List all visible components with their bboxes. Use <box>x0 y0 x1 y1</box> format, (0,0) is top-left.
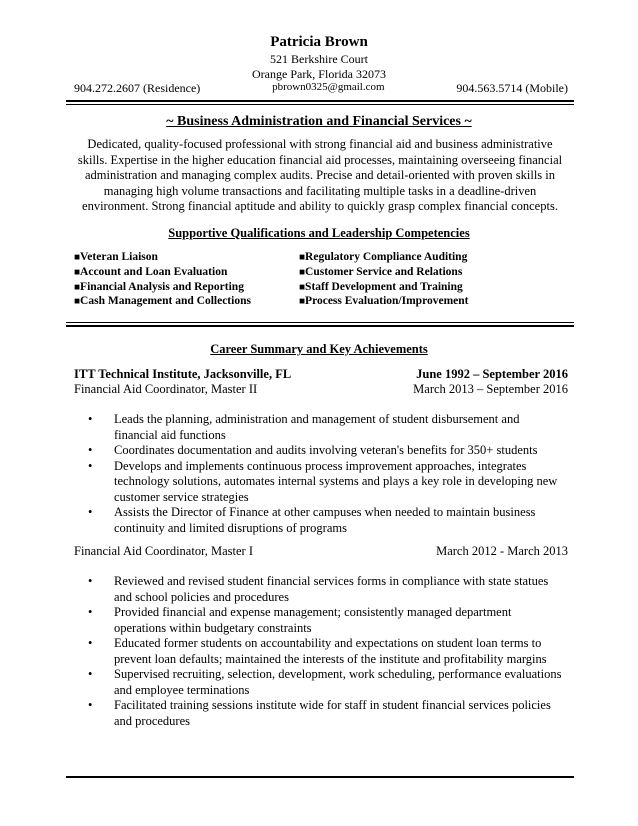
role-title: Financial Aid Coordinator, Master II <box>74 382 258 396</box>
section-rule-thick <box>66 325 574 327</box>
competency-item: ■Process Evaluation/Improvement <box>299 295 469 308</box>
competency-item: ■Cash Management and Collections <box>74 295 251 308</box>
headline: ~ Business Administration and Financial Services ~ <box>166 114 472 129</box>
competency-item: ■Financial Analysis and Reporting <box>74 280 244 293</box>
career-title: Career Summary and Key Achievements <box>210 342 428 356</box>
employer-dates: June 1992 – September 2016 <box>416 367 568 381</box>
square-bullet-icon: ■ <box>299 266 306 278</box>
role2-achievements <box>88 574 566 729</box>
role-title: Financial Aid Coordinator, Master I <box>74 544 253 558</box>
summary-line: Dedicated, quality-focused professional with strong financial aid and business administrative <box>87 137 553 151</box>
summary-line: environment. Strong financial aptitude and ability to quickly grasp complex financial concepts. <box>82 199 558 214</box>
header-rule-thin <box>66 104 574 105</box>
role-row <box>74 544 568 559</box>
phone-residence: 904.272.2607 (Residence) <box>74 81 201 95</box>
role-dates: March 2013 – September 2016 <box>413 382 568 396</box>
summary-line: administration and managing complex audits. Precise and detail-oriented with proven skills in <box>84 168 556 183</box>
list-item: • Educated former students on accountability and expectations on student loan terms to prevent loan defaults; maintained the interests of the institute and profitability margins <box>88 636 566 667</box>
candidate-name: Patricia Brown <box>270 34 368 50</box>
competency-item: ■Veteran Liaison <box>74 251 158 263</box>
phone-mobile: 904.563.5714 (Mobile) <box>456 81 568 95</box>
contact-row <box>74 81 568 96</box>
square-bullet-icon: ■ <box>299 281 306 293</box>
summary-line: skills. Expertise in the higher education financial aid processes, maintaining overseeing financial <box>77 152 563 167</box>
square-bullet-icon: ■ <box>299 252 306 263</box>
employer-row <box>74 367 568 382</box>
role-dates: March 2012 - March 2013 <box>436 544 568 558</box>
square-bullet-icon: ■ <box>74 281 81 293</box>
competencies-grid <box>74 251 568 309</box>
competency-item: ■Account and Loan Evaluation <box>74 265 228 278</box>
footer-rule <box>66 776 574 778</box>
square-bullet-icon: ■ <box>299 296 306 308</box>
list-item: • Supervised recruiting, selection, development, work scheduling, performance evaluations and employee terminations <box>88 667 566 698</box>
summary-line: managing high volume transactions and facilitating multiple tasks in a deadline-driven <box>103 183 537 198</box>
address-line-1: 521 Berkshire Court <box>270 52 368 66</box>
competency-item: ■Regulatory Compliance Auditing <box>299 251 468 263</box>
list-item: • Coordinates documentation and audits involving veteran's benefits for 350+ students <box>88 443 566 459</box>
role1-achievements <box>88 412 566 536</box>
competency-item: ■Staff Development and Training <box>299 280 463 293</box>
list-item: • Provided financial and expense management; consistently managed department operations within budgetary constraints <box>88 605 566 636</box>
list-item: • Develops and implements continuous process improvement approaches, integrates technology solutions, automates internal systems and plays a key role in developing new customer service strategies <box>88 459 566 506</box>
list-item: • Reviewed and revised student financial services forms in compliance with state statues and school policies and procedures <box>88 574 566 605</box>
email-address: pbrown0325@gmail.com <box>272 81 385 93</box>
professional-summary <box>66 137 574 215</box>
square-bullet-icon: ■ <box>74 296 81 308</box>
role-row <box>74 382 568 397</box>
competency-item: ■Customer Service and Relations <box>299 265 463 278</box>
competencies-title: Supportive Qualifications and Leadership Competencies <box>168 226 470 240</box>
square-bullet-icon: ■ <box>74 252 81 263</box>
list-item: • Facilitated training sessions institute wide for staff in student financial services policies and procedures <box>88 698 566 729</box>
section-rule-thin <box>66 322 574 323</box>
employer-name: ITT Technical Institute, Jacksonville, FL <box>74 367 292 381</box>
address-line-2: Orange Park, Florida 32073 <box>252 67 386 81</box>
list-item: • Assists the Director of Finance at other campuses when needed to maintain business continuity and limited disruptions of programs <box>88 505 566 536</box>
header-rule-thick <box>66 100 574 102</box>
list-item: • Leads the planning, administration and management of student disbursement and financial aid functions <box>88 412 566 443</box>
square-bullet-icon: ■ <box>74 266 81 278</box>
